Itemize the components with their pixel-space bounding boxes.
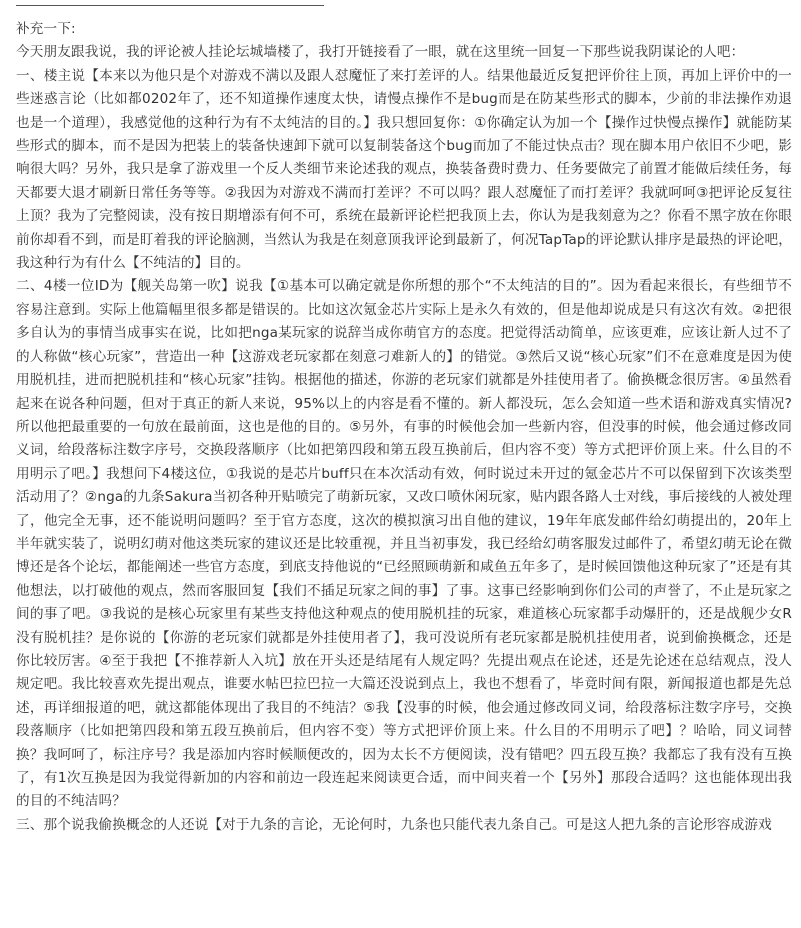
- paragraph-3: 三、那个说我偷换概念的人还说【对于九条的言论，无论何时，九条也只能代表九条自己。可是这人把九条的言论形容成游戏: [16, 816, 772, 833]
- post-body: [16, 18, 792, 837]
- top-divider-line: [16, 5, 324, 6]
- post-intro: 今天朋友跟我说，我的评论被人挂论坛城墙楼了，我打开链接看了一眼，就在这里统一回复一下那些说我阴谋论的人吧：: [16, 44, 745, 61]
- paragraph-1: 一、楼主说【本来以为他只是个对游戏不满以及跟人怼魔怔了来打差评的人。结果他最近反复把评价往上顶，再加上评价中的一些迷惑言论（比如都0202年了，还不知道操作速度太快，请慢点操作不是bug而是在防某些形式的脚本，少前的非法操作劝退也是一个道理），我感觉他的这种行为有不太纯洁的目的。】我只想回复你：①你确定认为加一个【操作过快慢点操作】就能防某些形式的脚本，而不是因为把装上的装备快速卸下就可以复制装备这个bug而加了不能过快点击？现在脚本用户依旧不少吧，影响很大吗？另外，我只是拿了游戏里一个反人类细节来论述我的观点，换装备费时费力、任务要做完了前置才能做后续任务，每天都要大退才刷新日常任务等等。②我因为对游戏不满而打差评？不可以吗？跟人怼魔怔了而打差评？我就呵呵③把评论反复往上顶？我为了完整阅读，没有按日期增添有何不可，系统在最新评论栏把我顶上去，你认为是我刻意为之？你看不黑字放在你眼前你却看不到，而是盯着我的评论脑测，当然认为我是在刻意顶我评论到最新了，何况TapTap的评论默认排序是最热的评论吧，我这种行为有什么【不纯洁的】目的。: [16, 67, 792, 272]
- post-heading: 补充一下:: [16, 21, 76, 37]
- paragraph-2: 二、4楼一位ID为【舰关岛第一吹】说我【①基本可以确定就是你所想的那个“不太纯洁的目的”。因为看起来很长，有些细节不容易注意到。实际上他篇幅里很多都是错误的。比如这次氪金芯片实际上是永久有效的，但是他却说成是只有这次有效。②把很多自认为的事情当成事实在说，比如把nga某玩家的说辞当成你萌官方的态度。把觉得活动简单，应该更难，应该让新人过不了的人称做“核心玩家”，营造出一种【这游戏老玩家都在刻意刁难新人的】的错觉。③然后又说“核心玩家”们不在意难度是因为使用脱机挂，进而把脱机挂和“核心玩家”挂钩。根据他的描述，你游的老玩家们就都是外挂使用者了。偷换概念很厉害。④虽然看起来在说各种问题，但对于真正的新人来说，95%以上的内容是看不懂的。新人都没玩，怎么会知道一些术语和游戏真实情况?所以他把最重要的一句放在最前面，这也是他的目的。⑤另外，有事的时候他会加一些新内容，但没事的时候，他会通过修改同义词，给段落标注数字序号，交换段落顺序（比如把第四段和第五段互换前后，但内容不变）等方式把评价顶上来。什么目的不用明示了吧。】我想问下4楼这位，①我说的是芯片buff只在本次活动有效，何时说过未开过的氪金芯片不可以保留到下次该类型活动用了？②nga的九条Sakura当初各种开贴喷完了萌新玩家，又改口喷休闲玩家，贴内跟各路人士对线，事后接线的人被处理了，他完全无事，还不能说明问题吗？至于官方态度，这次的模拟演习出自他的建议，19年年底发邮件给幻萌提出的，20年上半年就实装了，说明幻萌对他这类玩家的建议还是比较重视，并且当初事发，我已经给幻萌客服发过邮件了，希望幻萌无论在微博还是各个论坛，都能阐述一些官方态度，到底支持他说的“已经照顾萌新和咸鱼五年多了，是时候回馈他这种玩家了”还是有其他想法，以打破他的观点，然而客服回复【我们不插足玩家之间的事】了事。这事已经影响到你们公司的声誉了，不止是玩家之间的事了吧。③我说的是核心玩家里有某些支持他这种观点的使用脱机挂的玩家，难道核心玩家都手动爆肝的，还是战舰少女R没有脱机挂？是你说的【你游的老玩家们就都是外挂使用者了】，我可没说所有老玩家都是脱机挂使用者，说到偷换概念，还是你比较厉害。④至于我把【不推荐新人入坑】放在开头还是结尾有人规定吗？先提出观点在论述，还是先论述在总结观点，没人规定吧。我比较喜欢先提出观点，谁要水帖巴拉巴拉一大篇还没说到点上，我也不想看了，毕竟时间有限，新闻报道也都是先总述，再详细报道的吧，就这都能体现出了我目的不纯洁？⑤我【没事的时候，他会通过修改同义词，给段落标注数字序号，交换段落顺序（比如把第四段和第五段互换前后，但内容不变）等方式把评价顶上来。什么目的不用明示了吧】？哈哈，同义词替换？我呵呵了，标注序号？我是添加内容时候顺便改的，因为太长不方便阅读，没有错吧？四五段互换？我都忘了我有没有互换了，有1次互换是因为我觉得新加的内容和前边一段连起来阅读更合适，而中间夹着一个【另外】那段合适吗？这也能体现出我的目的不纯洁吗？: [16, 278, 792, 810]
